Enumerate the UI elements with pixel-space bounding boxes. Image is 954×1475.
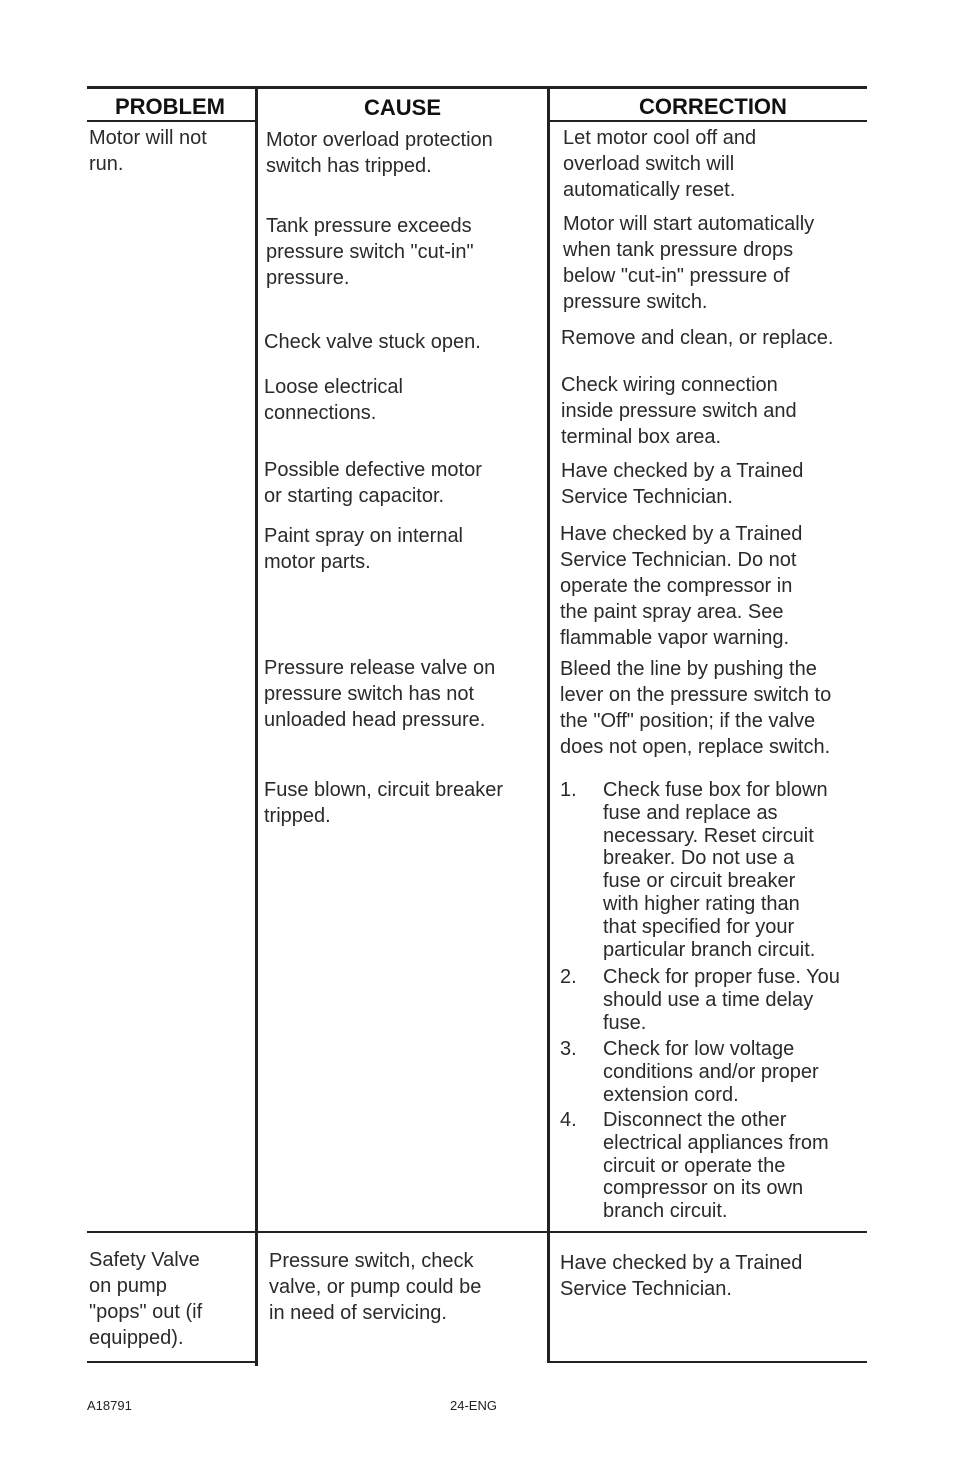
header-cause: CAUSE: [363, 95, 441, 120]
correction-cell: Remove and clean, or replace.: [561, 327, 834, 349]
cause-cell: Pressure release valve on pressure switch has not unloaded head pressure.: [264, 657, 496, 731]
row-divider: [87, 1231, 867, 1233]
header-problem: PROBLEM: [115, 94, 225, 119]
cause-cell: Possible defective motor or starting capacitor.: [264, 459, 482, 507]
doc-code: A18791: [87, 1398, 132, 1413]
list-item-text: Disconnect the other electrical appliances from circuit or operate the compressor on its own branch circuit.: [603, 1109, 829, 1223]
header-underline-right: [548, 120, 867, 122]
list-number: 3.: [560, 1038, 577, 1060]
correction-cell: Motor will start automatically when tank pressure drops below "cut-in" pressure of pressure switch.: [563, 213, 815, 313]
correction-cell: Let motor cool off and overload switch will automatically reset.: [563, 127, 757, 201]
cause-cell: Fuse blown, circuit breaker tripped.: [264, 779, 503, 827]
table-bottom-rule-right: [548, 1361, 867, 1363]
table-bottom-rule-left: [87, 1361, 255, 1363]
cause-cell: Tank pressure exceeds pressure switch "cut-in" pressure.: [266, 215, 474, 289]
list-item-text: Check fuse box for blown fuse and replace as necessary. Reset circuit breaker. Do not use a fuse or circuit breaker with higher rating than that specified for your particular branch circuit.: [603, 779, 828, 961]
list-number: 2.: [560, 966, 577, 988]
correction-cell: Check wiring connection inside pressure switch and terminal box area.: [561, 374, 797, 448]
header-correction: CORRECTION: [639, 94, 787, 119]
cause-cell: Loose electrical connections.: [264, 376, 403, 424]
correction-cell: Have checked by a Trained Service Technician.: [560, 1252, 803, 1300]
column-divider-1: [255, 88, 258, 1366]
list-item-text: Check for low voltage conditions and/or proper extension cord.: [603, 1038, 819, 1106]
cause-cell: Motor overload protection switch has tripped.: [266, 129, 493, 177]
correction-cell: Have checked by a Trained Service Technician. Do not operate the compressor in the paint spray area. See flammable vapor warning.: [560, 523, 803, 649]
table-top-rule: [87, 86, 867, 89]
list-number: 1.: [560, 779, 577, 801]
list-number: 4.: [560, 1109, 577, 1131]
cause-cell: Paint spray on internal motor parts.: [264, 525, 464, 573]
column-divider-2: [547, 88, 550, 1363]
cause-cell: Pressure switch, check valve, or pump could be in need of servicing.: [269, 1250, 482, 1324]
cause-cell: Check valve stuck open.: [264, 331, 481, 353]
problem-cell-2: Safety Valve on pump "pops" out (if equipped).: [89, 1249, 203, 1349]
correction-cell: Have checked by a Trained Service Technician.: [561, 460, 804, 508]
header-underline-left: [87, 120, 255, 122]
list-item-text: Check for proper fuse. You should use a time delay fuse.: [603, 966, 840, 1034]
problem-cell-1: Motor will not run.: [89, 127, 207, 175]
page-number: 24-ENG: [450, 1398, 497, 1413]
correction-cell: Bleed the line by pushing the lever on the pressure switch to the "Off" position; if the valve does not open, replace switch.: [560, 658, 832, 758]
